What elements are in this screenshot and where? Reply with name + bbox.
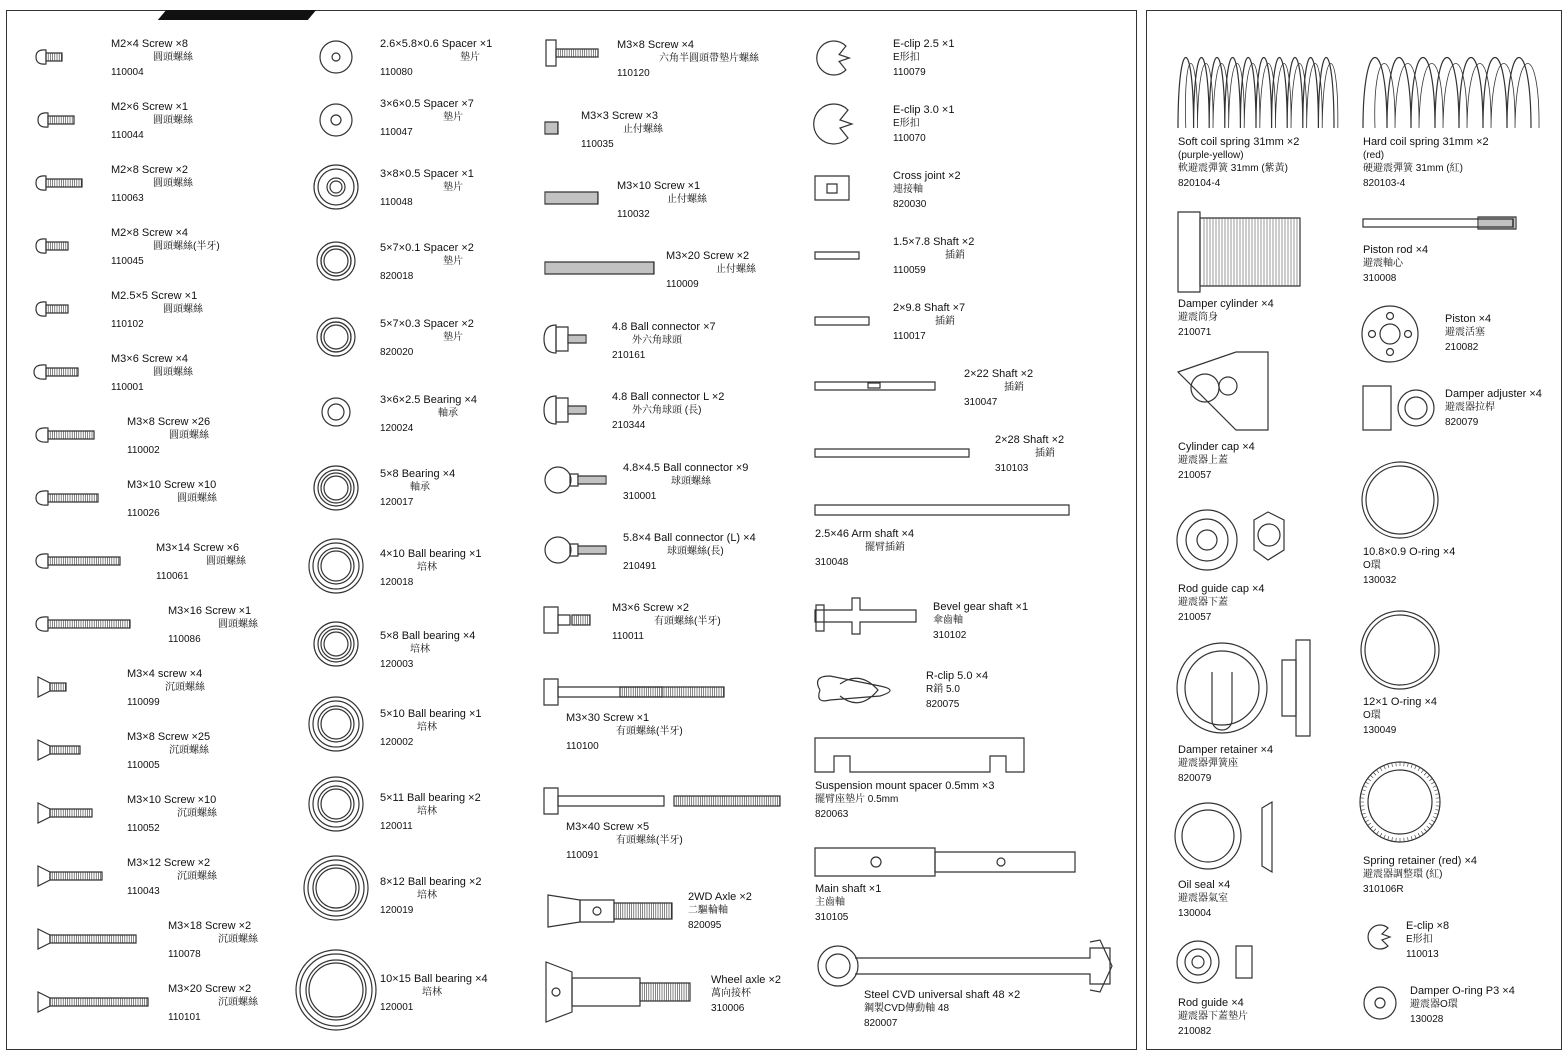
cvd-shaft-drawing <box>855 948 1110 984</box>
part-label: 2×9.8 Shaft ×7 插銷 110017 <box>893 302 966 342</box>
damper-adjuster-drawing <box>1363 386 1391 430</box>
round-head-screw-drawing <box>38 113 48 127</box>
damper-o-ring-drawing <box>1364 987 1396 1019</box>
screw-shank-drawing <box>558 796 664 806</box>
part-label: 4.8 Ball connector L ×2 外六角球頭 (長) 210344 <box>612 391 725 431</box>
piston-hole-drawing <box>1387 349 1394 356</box>
screw-thread-drawing <box>578 476 606 484</box>
part-label: M2×8 Screw ×2 圓頭螺絲 110063 <box>111 164 193 204</box>
damper-retainer-slot-drawing <box>1212 672 1232 730</box>
piston-hole-drawing <box>1369 331 1376 338</box>
part-label: M3×20 Screw ×2 沉頭螺絲 110101 <box>168 983 258 1023</box>
spacer-bearing-inner-ring <box>324 325 348 349</box>
part-label: M2×4 Screw ×8 圓頭螺絲 110004 <box>111 38 193 78</box>
part-label: 2.6×5.8×0.6 Spacer ×1 墊片 110080 <box>380 38 493 78</box>
screw-thread-drawing <box>50 998 147 1006</box>
screw-thread-drawing <box>545 262 654 274</box>
part-label: Rod guide cap ×4 避震器下蓋 210057 <box>1178 583 1265 623</box>
screw-thread-drawing <box>568 406 586 414</box>
screw-thread-drawing <box>46 242 66 250</box>
part-label: 1.5×7.8 Shaft ×2 插銷 110059 <box>893 236 975 276</box>
flat-head-screw-drawing <box>38 803 50 823</box>
rod-guide-cap-center-drawing <box>1197 530 1217 550</box>
screw-thread-drawing <box>46 179 81 187</box>
r-clip-drawing <box>818 676 890 703</box>
piston-center-drawing <box>1380 324 1400 344</box>
part-label: Piston ×4 避震活塞 210082 <box>1445 313 1492 353</box>
part-label: 5×8 Bearing ×4 軸承 120017 <box>380 468 456 508</box>
part-label: M3×3 Screw ×3 止付螺絲 110035 <box>581 110 663 150</box>
flange-screw-head-drawing <box>546 40 556 66</box>
flat-head-screw-drawing <box>38 677 50 697</box>
round-head-screw-drawing <box>34 365 46 379</box>
rod-guide-center-drawing <box>1192 956 1204 968</box>
axle-pin-hole-drawing <box>593 907 601 915</box>
part-label: 4.8×4.5 Ball connector ×9 球頭螺絲 310001 <box>623 462 749 502</box>
cross-joint-hole-drawing <box>827 184 837 193</box>
screw-thread-drawing <box>48 494 96 502</box>
round-head-screw-drawing <box>36 491 48 505</box>
rod-guide-side-drawing <box>1236 946 1252 978</box>
damper-retainer-side-drawing <box>1296 640 1310 736</box>
screw-thread-drawing <box>48 620 129 628</box>
flat-head-screw-drawing <box>38 929 50 949</box>
part-label: R-clip 5.0 ×4 R銷 5.0 820075 <box>926 670 989 710</box>
oil-seal-inner-drawing <box>1182 810 1234 862</box>
e-clip-drawing <box>814 104 852 144</box>
spacer-bearing-inner-ring <box>332 53 340 61</box>
part-label: 4.8 Ball connector ×7 外六角球頭 210161 <box>612 321 716 361</box>
cvd-bone-inner-drawing <box>826 954 850 978</box>
shaft-pin-drawing <box>815 317 869 325</box>
part-label: 2.5×46 Arm shaft ×4 擺臂插銷 310048 <box>815 528 915 568</box>
bearing-shield-ring <box>318 169 354 205</box>
shaft-groove-drawing <box>868 383 880 388</box>
spacer-bearing-inner-ring <box>321 551 351 581</box>
ball-connector-ball-drawing <box>545 537 571 563</box>
bearing-race-ring <box>318 706 354 742</box>
part-label: M3×10 Screw ×10 圓頭螺絲 110026 <box>127 479 217 519</box>
part-label: M3×10 Screw ×1 止付螺絲 110032 <box>617 180 707 220</box>
e-clip-drawing <box>817 41 850 75</box>
screw-thread-drawing <box>48 431 92 439</box>
bearing-shield-ring <box>313 543 359 589</box>
screw-thread-drawing <box>568 335 586 343</box>
screw-thread-drawing <box>50 872 101 880</box>
rod-guide-cap-inner-drawing <box>1186 519 1228 561</box>
bearing-race-ring <box>318 548 354 584</box>
spacer-bearing-inner-ring <box>324 476 348 500</box>
part-label: M3×6 Screw ×4 圓頭螺絲 110001 <box>111 353 193 393</box>
part-label: Damper adjuster ×4 避震器拉桿 820079 <box>1445 388 1542 428</box>
o-ring-drawing <box>1361 611 1439 689</box>
suspension-mount-spacer-drawing <box>815 738 1024 772</box>
part-label: 5×10 Ball bearing ×1 培林 120002 <box>380 708 482 748</box>
damper-o-ring-inner-drawing <box>1375 998 1385 1008</box>
bevel-gear-shaft-end-drawing <box>816 605 824 631</box>
screw-thread-drawing <box>50 683 65 691</box>
screw-thread-drawing <box>674 796 780 806</box>
piston-hole-drawing <box>1387 313 1394 320</box>
spacer-bearing-outer-ring <box>296 950 376 1030</box>
part-label: Spring retainer (red) ×4 避震器調整環 (紅) 310106R <box>1363 855 1478 895</box>
wheel-axle-shaft-drawing <box>572 978 640 1006</box>
ball-connector-hex-drawing <box>556 398 568 422</box>
part-label: M3×30 Screw ×1 有頭螺絲(半牙) 110100 <box>566 712 683 752</box>
round-head-screw-drawing <box>36 617 48 631</box>
part-label: Wheel axle ×2 萬向接杯 310006 <box>711 974 782 1014</box>
part-label: Suspension mount spacer 0.5mm ×3 擺臂座墊片 0.5mm 820063 <box>815 780 995 820</box>
part-label: M3×14 Screw ×6 圓頭螺絲 110061 <box>156 542 246 582</box>
round-head-screw-drawing <box>36 176 46 190</box>
screw-thread-drawing <box>640 983 688 1001</box>
spacer-bearing-outer-ring <box>317 242 355 280</box>
part-label: M3×18 Screw ×2 沉頭螺絲 110078 <box>168 920 258 960</box>
screw-thread-drawing <box>46 53 61 61</box>
spacer-bearing-inner-ring <box>328 404 344 420</box>
spacer-bearing-outer-ring <box>322 398 350 426</box>
part-label: 2×28 Shaft ×2 插銷 310103 <box>995 434 1065 474</box>
cvd-bone-drawing <box>818 946 858 986</box>
damper-cylinder-thread-drawing <box>1204 218 1297 286</box>
part-label: 5×7×0.1 Spacer ×2 墊片 820018 <box>380 242 474 282</box>
part-label: 5×7×0.3 Spacer ×2 墊片 820020 <box>380 318 474 358</box>
part-label: M3×8 Screw ×26 圓頭螺絲 110002 <box>127 416 211 456</box>
o-ring-large-inner-drawing <box>1366 466 1434 534</box>
axle-shaft-drawing <box>580 900 614 922</box>
part-label: M2×6 Screw ×1 圓頭螺絲 110044 <box>111 101 193 141</box>
screw-thread-drawing <box>46 305 66 313</box>
round-head-screw-drawing <box>36 50 46 64</box>
e-clip-small-drawing <box>1368 925 1390 949</box>
bearing-race-ring <box>321 246 351 276</box>
round-head-screw-drawing <box>36 554 48 568</box>
main-shaft-hole-drawing <box>871 857 881 867</box>
screw-thread-drawing <box>620 687 723 697</box>
round-head-screw-drawing <box>36 302 46 316</box>
part-label: M2.5×5 Screw ×1 圓頭螺絲 110102 <box>111 290 203 330</box>
part-label: Damper O-ring P3 ×4 避震器O環 130028 <box>1410 985 1515 1025</box>
screw-thread-drawing <box>50 935 136 943</box>
screw-thread-drawing <box>48 431 94 439</box>
part-label: M3×8 Screw ×25 沉頭螺絲 110005 <box>127 731 211 771</box>
damper-retainer-inner-drawing <box>1185 651 1259 725</box>
ball-connector-hex-drawing <box>556 327 568 351</box>
spacer-bearing-outer-ring <box>309 697 363 751</box>
part-label: M3×12 Screw ×2 沉頭螺絲 110043 <box>127 857 217 897</box>
part-label: M3×4 screw ×4 沉頭螺絲 110099 <box>127 668 205 708</box>
shaft-pin-drawing <box>815 252 859 259</box>
screw-thread-drawing <box>556 49 598 57</box>
spacer-bearing-inner-ring <box>321 709 351 739</box>
part-label: Main shaft ×1 主齒軸 310105 <box>815 883 882 923</box>
socket-head-drawing <box>544 607 558 633</box>
screw-thread-drawing <box>48 620 130 628</box>
part-label: 5.8×4 Ball connector (L) ×4 球頭螺絲(長) 210491 <box>623 532 756 572</box>
spacer-bearing-outer-ring <box>320 41 352 73</box>
spacer-bearing-inner-ring <box>316 868 356 908</box>
spacer-bearing-outer-ring <box>309 777 363 831</box>
cylinder-cap-hole-drawing <box>1191 374 1219 402</box>
round-head-screw-drawing <box>36 239 46 253</box>
socket-head-drawing <box>544 679 558 705</box>
part-label: E-clip ×8 E形扣 110013 <box>1406 920 1450 960</box>
piston-rod-drawing <box>1363 219 1513 227</box>
part-label: M2×8 Screw ×4 圓頭螺絲(半牙) 110045 <box>111 227 220 267</box>
cylinder-cap-port-drawing <box>1219 377 1237 395</box>
screw-thread-drawing <box>568 406 586 414</box>
ball-connector-ball-drawing <box>545 467 571 493</box>
part-label: E-clip 2.5 ×1 E形扣 110079 <box>893 38 955 78</box>
damper-retainer-drawing <box>1177 643 1267 733</box>
bearing-race-ring <box>321 473 351 503</box>
part-label: Cross joint ×2 連接軸 820030 <box>893 170 961 210</box>
damper-adjuster-inner-drawing <box>1405 397 1427 419</box>
bevel-gear-shaft-drawing <box>815 598 916 634</box>
part-label: 10×15 Ball bearing ×4 培林 120001 <box>380 973 488 1013</box>
spring-retainer-inner-drawing <box>1368 770 1432 834</box>
part-label: Oil seal ×4 避震器氣室 130004 <box>1178 879 1231 919</box>
screw-thread-drawing <box>50 746 79 754</box>
part-label: M3×16 Screw ×1 圓頭螺絲 110086 <box>168 605 258 645</box>
part-label: Steel CVD universal shaft 48 ×2 鋼製CVD傳動軸 48 820007 <box>864 989 1021 1029</box>
part-label: Piston rod ×4 避震軸心 310008 <box>1363 244 1429 284</box>
screw-thread-drawing <box>572 615 590 625</box>
part-label: M3×40 Screw ×5 有頭螺絲(半牙) 110091 <box>566 821 683 861</box>
part-label: 12×1 O-ring ×4 O環 130049 <box>1363 696 1437 736</box>
part-label: M3×10 Screw ×10 沉頭螺絲 110052 <box>127 794 217 834</box>
piston-drawing <box>1362 306 1418 362</box>
damper-retainer-side-drawing <box>1282 660 1296 716</box>
oil-seal-side-drawing <box>1262 802 1272 872</box>
part-label: Hard coil spring 31mm ×2 (red) 硬避震彈簧 31mm (紅) 820103-4 <box>1363 136 1489 189</box>
screw-shank-drawing <box>558 615 570 625</box>
flat-head-screw-drawing <box>38 992 50 1012</box>
main-shaft-hole-drawing <box>997 858 1005 866</box>
part-label: Soft coil spring 31mm ×2 (purple-yellow) 軟避震彈簧 31mm (紫黃) 820104-4 <box>1178 136 1300 189</box>
part-label: 3×6×2.5 Bearing ×4 軸承 120024 <box>380 394 477 434</box>
screw-thread-drawing <box>46 368 78 376</box>
o-ring-inner-drawing <box>1365 615 1435 685</box>
bearing-race-ring <box>313 865 359 911</box>
part-label: 3×8×0.5 Spacer ×1 墊片 110048 <box>380 168 474 208</box>
flat-head-screw-drawing <box>38 866 50 886</box>
round-head-screw-drawing <box>36 428 48 442</box>
part-label: Rod guide ×4 避震器下蓋墊片 210082 <box>1178 997 1248 1037</box>
part-label: E-clip 3.0 ×1 E形扣 110070 <box>893 104 955 144</box>
spring-retainer-drawing <box>1360 762 1440 842</box>
spacer-bearing-inner-ring <box>324 632 348 656</box>
bearing-shield-ring <box>313 781 359 827</box>
wheel-axle-cup-drawing <box>546 962 572 1022</box>
bearing-shield-ring <box>313 701 359 747</box>
rod-guide-drawing <box>1177 941 1219 983</box>
socket-head-drawing <box>544 788 558 814</box>
part-label: 5×8 Ball bearing ×4 培林 120003 <box>380 630 476 670</box>
bearing-race-ring <box>321 629 351 659</box>
bearing-shield-ring <box>300 954 372 1026</box>
cross-joint-drawing <box>815 176 849 200</box>
spacer-bearing-outer-ring <box>320 104 352 136</box>
screw-thread-drawing <box>48 116 72 124</box>
rod-guide-inner-drawing <box>1185 949 1211 975</box>
spacer-bearing-inner-ring <box>321 789 351 819</box>
shaft-pin-drawing <box>815 505 1069 515</box>
piston-hole-drawing <box>1405 331 1412 338</box>
rod-guide-cap-nut-hole-drawing <box>1258 524 1280 546</box>
damper-cylinder-cap-drawing <box>1178 212 1200 292</box>
screw-thread-drawing <box>640 983 690 1001</box>
part-label: 8×12 Ball bearing ×2 培林 120019 <box>380 876 482 916</box>
damper-adjuster-ring-drawing <box>1398 390 1434 426</box>
ball-connector-ball-drawing <box>544 325 556 353</box>
screw-thread-drawing <box>614 903 671 919</box>
bearing-race-ring <box>321 322 351 352</box>
ball-connector-ball-drawing <box>544 396 556 424</box>
part-label: M3×6 Screw ×2 有頭螺絲(半牙) 110011 <box>612 602 721 642</box>
spacer-bearing-outer-ring <box>317 318 355 356</box>
part-label: M3×8 Screw ×4 六角半圓頭帶墊片螺絲 110120 <box>617 39 759 79</box>
spacer-bearing-outer-ring <box>309 539 363 593</box>
screw-thread-drawing <box>545 262 653 274</box>
part-label: M3×20 Screw ×2 止付螺絲 110009 <box>666 250 756 290</box>
spacer-bearing-outer-ring <box>314 165 358 209</box>
spacer-bearing-inner-ring <box>324 249 348 273</box>
part-label: 3×6×0.5 Spacer ×7 墊片 110047 <box>380 98 474 138</box>
axle-cup-drawing <box>548 895 580 927</box>
screw-thread-drawing <box>545 122 557 134</box>
screw-thread-drawing <box>578 546 606 554</box>
screw-thread-drawing <box>48 494 98 502</box>
screw-thread-drawing <box>545 192 597 204</box>
flat-head-screw-drawing <box>38 740 50 760</box>
screw-thread-drawing <box>568 335 586 343</box>
bearing-race-ring <box>306 960 366 1020</box>
part-label: Bevel gear shaft ×1 傘齒軸 310102 <box>933 601 1029 641</box>
bearing-race-ring <box>318 786 354 822</box>
part-label: Cylinder cap ×4 避震器上蓋 210057 <box>1178 441 1255 481</box>
part-label: 2×22 Shaft ×2 插銷 310047 <box>964 368 1034 408</box>
spacer-bearing-inner-ring <box>330 181 342 193</box>
spacer-bearing-inner-ring <box>309 963 363 1017</box>
part-label: 4×10 Ball bearing ×1 培林 120018 <box>380 548 482 588</box>
screw-thread-drawing <box>48 557 118 565</box>
oil-seal-drawing <box>1175 803 1241 869</box>
part-label: Damper cylinder ×4 避震筒身 210071 <box>1178 298 1274 338</box>
part-label: 10.8×0.9 O-ring ×4 O環 130032 <box>1363 546 1456 586</box>
screw-thread-drawing <box>46 368 77 376</box>
o-ring-large-drawing <box>1362 462 1438 538</box>
part-label: 2WD Axle ×2 二驅輪軸 820095 <box>688 891 752 931</box>
wheel-axle-hole-drawing <box>552 988 560 996</box>
shaft-pin-drawing <box>815 449 969 457</box>
part-label: 5×11 Ball bearing ×2 培林 120011 <box>380 792 481 832</box>
part-label: Damper retainer ×4 避震器彈簧座 820079 <box>1178 744 1274 784</box>
coil-spring-inner-drawing <box>1375 64 1539 129</box>
coil-spring-drawing <box>1363 58 1531 129</box>
main-shaft-drawing <box>815 848 935 876</box>
spacer-bearing-inner-ring <box>331 115 341 125</box>
screw-thread-drawing <box>50 809 92 817</box>
